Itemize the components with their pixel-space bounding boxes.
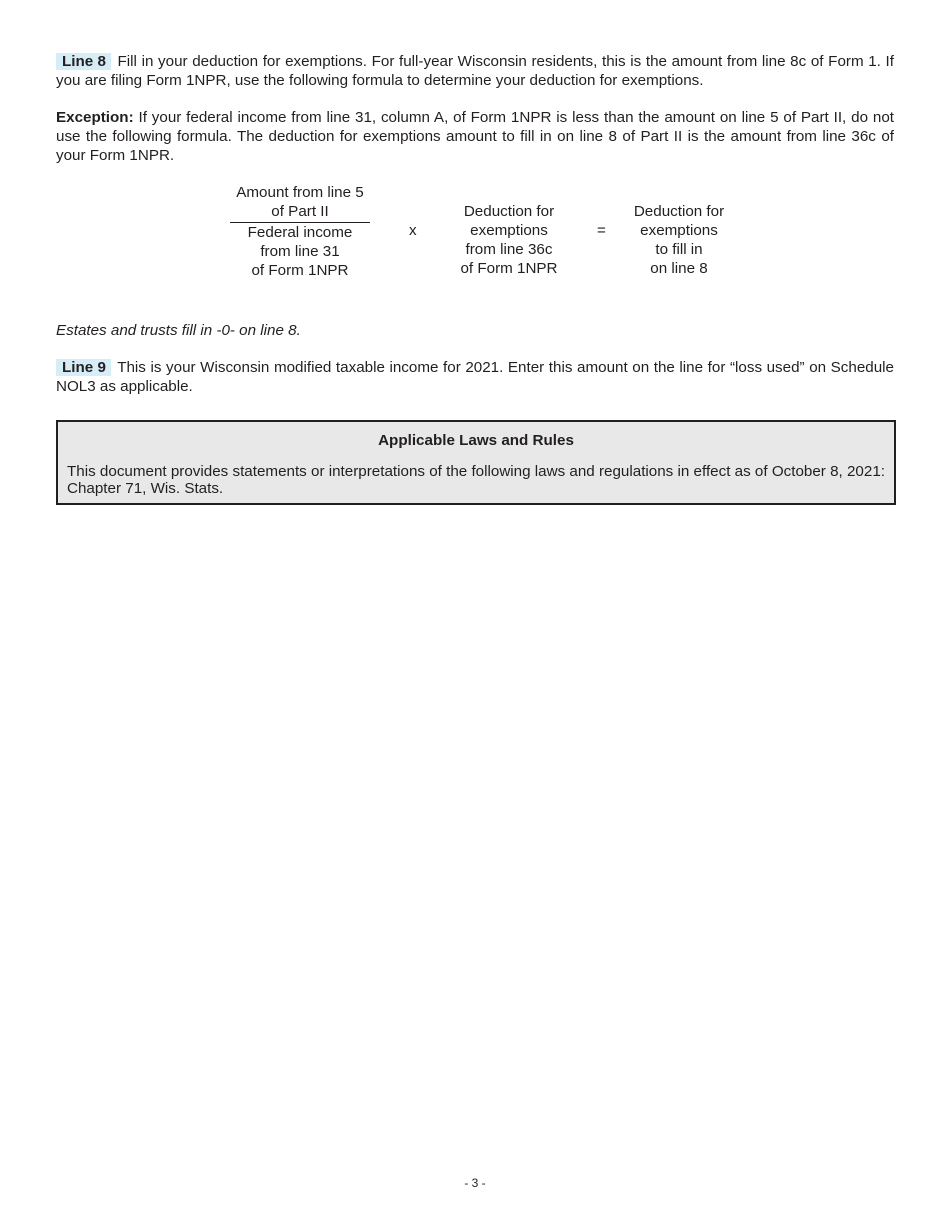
line-9-tag: Line 9 bbox=[56, 359, 111, 376]
formula-multiplier bbox=[454, 202, 564, 278]
denominator-line: from line 31 bbox=[260, 243, 340, 260]
exception-label: Exception: bbox=[56, 109, 134, 126]
denominator-line: of Form 1NPR bbox=[251, 262, 349, 279]
formula-denominator bbox=[230, 223, 370, 280]
exception-paragraph bbox=[56, 108, 894, 165]
numerator-line: Amount from line 5 bbox=[236, 184, 364, 201]
line-8-text: Fill in your deduction for exemptions. For full-year Wisconsin residents, this is the amount from line 8c of Form 1. If you are filing Form 1NPR, use the following formula to determine your deduction for exemptions. bbox=[56, 53, 894, 89]
multiplier-line: of Form 1NPR bbox=[460, 260, 558, 277]
result-line: on line 8 bbox=[650, 260, 708, 277]
instructions-page bbox=[56, 52, 894, 505]
formula-fraction bbox=[230, 183, 370, 280]
numerator-line: of Part II bbox=[271, 203, 329, 220]
result-line: Deduction for bbox=[633, 203, 725, 220]
exception-text: If your federal income from line 31, column A, of Form 1NPR is less than the amount on line 5 of Part II, do not use the following formula. The deduction for exemptions amount to fill in on line 8 of Part II is the amount from line 36c of your Form 1NPR. bbox=[56, 109, 894, 164]
line-9-paragraph bbox=[56, 358, 894, 396]
formula-numerator bbox=[230, 183, 370, 223]
line-9-text: This is your Wisconsin modified taxable income for 2021. Enter this amount on the line for “loss used” on Schedule NOL3 as applicable. bbox=[56, 359, 894, 395]
result-line: exemptions bbox=[640, 222, 718, 239]
page-number: - 3 - bbox=[464, 1176, 486, 1190]
equals-operator: = bbox=[597, 222, 606, 239]
multiplier-line: Deduction for bbox=[463, 203, 555, 220]
exemption-formula bbox=[56, 183, 894, 303]
denominator-line: Federal income bbox=[247, 224, 353, 241]
result-line: to fill in bbox=[655, 241, 703, 258]
laws-title: Applicable Laws and Rules bbox=[378, 432, 574, 449]
multiply-operator: x bbox=[409, 222, 417, 239]
line-8-tag: Line 8 bbox=[56, 53, 111, 70]
applicable-laws-box bbox=[56, 420, 896, 505]
multiplier-line: from line 36c bbox=[465, 241, 553, 258]
estates-note: Estates and trusts fill in -0- on line 8. bbox=[56, 322, 301, 339]
formula-result bbox=[624, 202, 734, 278]
multiplier-line: exemptions bbox=[470, 222, 548, 239]
line-8-paragraph bbox=[56, 52, 894, 90]
laws-text: This document provides statements or interpretations of the following laws and regulations in effect as of October 8, 2021: Chapter 71, Wis. Stats. bbox=[67, 463, 885, 497]
